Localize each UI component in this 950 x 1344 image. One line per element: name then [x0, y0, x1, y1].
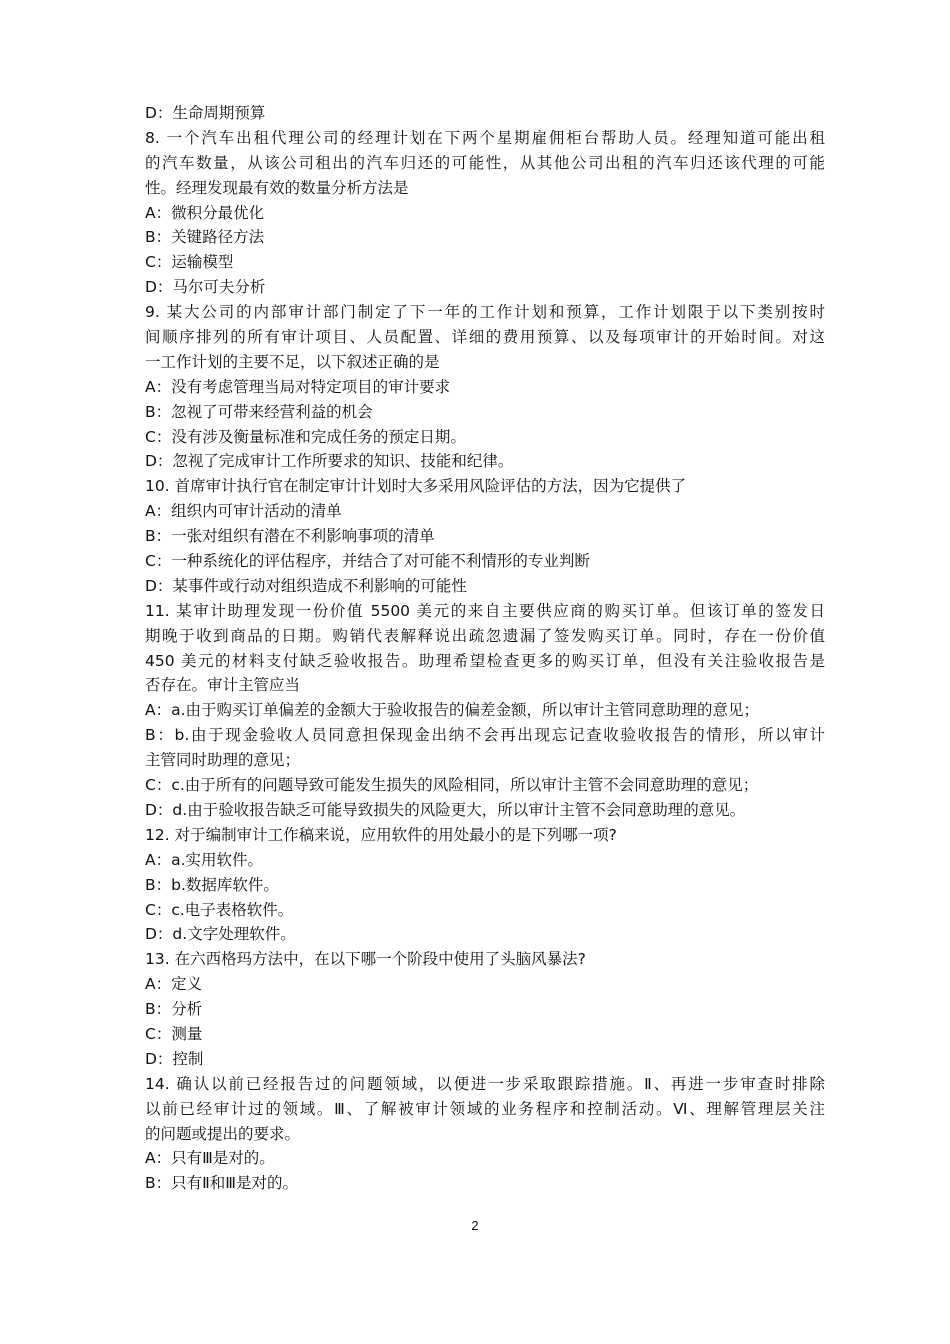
text-line: 一工作计划的主要不足，以下叙述正确的是 [145, 352, 440, 371]
paragraph [145, 300, 825, 375]
paragraph [145, 898, 825, 923]
paragraph [145, 848, 825, 873]
paragraph [145, 723, 825, 773]
paragraph [145, 773, 825, 798]
paragraph [145, 698, 825, 723]
text-line: 450 美元的材料支付缺乏验收报告。助理希望检查更多的购买订单，但没有关注验收报告是 [145, 651, 825, 670]
text-line: A：微积分最优化 [145, 203, 265, 222]
text-line: 性。经理发现最有效的数量分析方法是 [145, 178, 409, 197]
text-line: 主管同时助理的意见； [145, 751, 301, 770]
text-line: 14. 确认以前已经报告过的问题领域，以便进一步采取跟踪措施。Ⅱ、再进一步审查时排除 [145, 1074, 825, 1093]
text-line: A：没有考虑管理当局对特定项目的审计要求 [145, 377, 451, 396]
paragraph [145, 425, 825, 450]
paragraph [145, 997, 825, 1022]
text-line: 以前已经审计过的领域。Ⅲ、了解被审计领域的业务程序和控制活动。Ⅵ、理解管理层关注 [145, 1099, 825, 1118]
text-line: A：组织内可审计活动的清单 [145, 502, 342, 521]
text-line: B：关键路径方法 [145, 228, 265, 247]
paragraph [145, 1047, 825, 1072]
paragraph [145, 972, 825, 997]
text-line: 否存在。审计主管应当 [145, 676, 301, 695]
paragraph [145, 499, 825, 524]
text-line: D：马尔可夫分析 [145, 278, 266, 297]
paragraph [145, 823, 825, 848]
text-line: 11. 某审计助理发现一份价值 5500 美元的来自主要供应商的购买订单。但该订单的签发日 [145, 601, 825, 620]
text-line: B：分析 [145, 1000, 203, 1019]
paragraph [145, 225, 825, 250]
text-line: D：d.文字处理软件。 [145, 925, 296, 944]
text-line: B：一张对组织有潜在不利影响事项的清单 [145, 527, 435, 546]
text-line: A：a.实用软件。 [145, 850, 264, 869]
text-line: 期晚于收到商品的日期。购销代表解释说出疏忽遗漏了签发购买订单。同时，存在一份价值 [145, 626, 825, 645]
paragraph [145, 574, 825, 599]
text-line: C：c.由于所有的问题导致可能发生损失的风险相同，所以审计主管不会同意助理的意见； [145, 776, 759, 795]
paragraph [145, 873, 825, 898]
paragraph [145, 126, 825, 201]
text-line: 的问题或提出的要求。 [145, 1124, 301, 1143]
text-line: 12. 对于编制审计工作稿来说，应用软件的用处最小的是下列哪一项? [145, 825, 617, 844]
text-line: B：忽视了可带来经营利益的机会 [145, 402, 373, 421]
paragraph [145, 922, 825, 947]
paragraph [145, 250, 825, 275]
page-number: 2 [471, 1218, 479, 1233]
paragraph [145, 400, 825, 425]
text-line: C：c.电子表格软件。 [145, 900, 294, 919]
text-line: C：没有涉及衡量标准和完成任务的预定日期。 [145, 427, 466, 446]
text-line: D：忽视了完成审计工作所要求的知识、技能和纪律。 [145, 452, 514, 471]
text-line: C：运输模型 [145, 253, 234, 272]
text-line: A：a.由于购买订单偏差的金额大于验收报告的偏差金额，所以审计主管同意助理的意见； [145, 701, 760, 720]
text-line: D：某事件或行动对组织造成不利影响的可能性 [145, 576, 467, 595]
paragraph [145, 549, 825, 574]
paragraph [145, 524, 825, 549]
paragraph [145, 599, 825, 699]
text-line: 8. 一个汽车出租代理公司的经理计划在下两个星期雇佣柜台帮助人员。经理知道可能出租 [145, 128, 825, 147]
paragraph [145, 275, 825, 300]
document-body [145, 101, 825, 1196]
text-line: 的汽车数量，从该公司租出的汽车归还的可能性，从其他公司出租的汽车归还该代理的可能 [145, 153, 825, 172]
text-line: A：定义 [145, 975, 203, 994]
paragraph [145, 1022, 825, 1047]
text-line: B：b.由于现金验收人员同意担保现金出纳不会再出现忘记查收验收报告的情形，所以审计 [145, 726, 825, 745]
text-line: C：测量 [145, 1024, 203, 1043]
paragraph [145, 1146, 825, 1171]
paragraph [145, 947, 825, 972]
paragraph [145, 1072, 825, 1147]
paragraph [145, 449, 825, 474]
text-line: 间顺序排列的所有审计项目、人员配置、详细的费用预算、以及每项审计的开始时间。对这 [145, 328, 825, 347]
text-line: A：只有Ⅲ是对的。 [145, 1149, 275, 1168]
paragraph [145, 798, 825, 823]
paragraph [145, 201, 825, 226]
text-line: D：生命周期预算 [145, 104, 266, 122]
paragraph [145, 1171, 825, 1196]
text-line: C：一种系统化的评估程序，并结合了对可能不利情形的专业判断 [145, 552, 590, 571]
text-line: D：d.由于验收报告缺乏可能导致损失的风险更大，所以审计主管不会同意助理的意见。 [145, 800, 746, 819]
paragraph [145, 101, 825, 126]
text-line: 13. 在六西格玛方法中，在以下哪一个阶段中使用了头脑风暴法? [145, 950, 586, 969]
paragraph [145, 375, 825, 400]
text-line: 9. 某大公司的内部审计部门制定了下一年的工作计划和预算，工作计划限于以下类别按时 [145, 303, 825, 322]
text-line: 10. 首席审计执行官在制定审计计划时大多采用风险评估的方法，因为它提供了 [145, 477, 687, 496]
paragraph [145, 474, 825, 499]
text-line: D：控制 [145, 1049, 204, 1068]
text-line: B：b.数据库软件。 [145, 875, 279, 894]
text-line: B：只有Ⅱ和Ⅲ是对的。 [145, 1174, 298, 1193]
